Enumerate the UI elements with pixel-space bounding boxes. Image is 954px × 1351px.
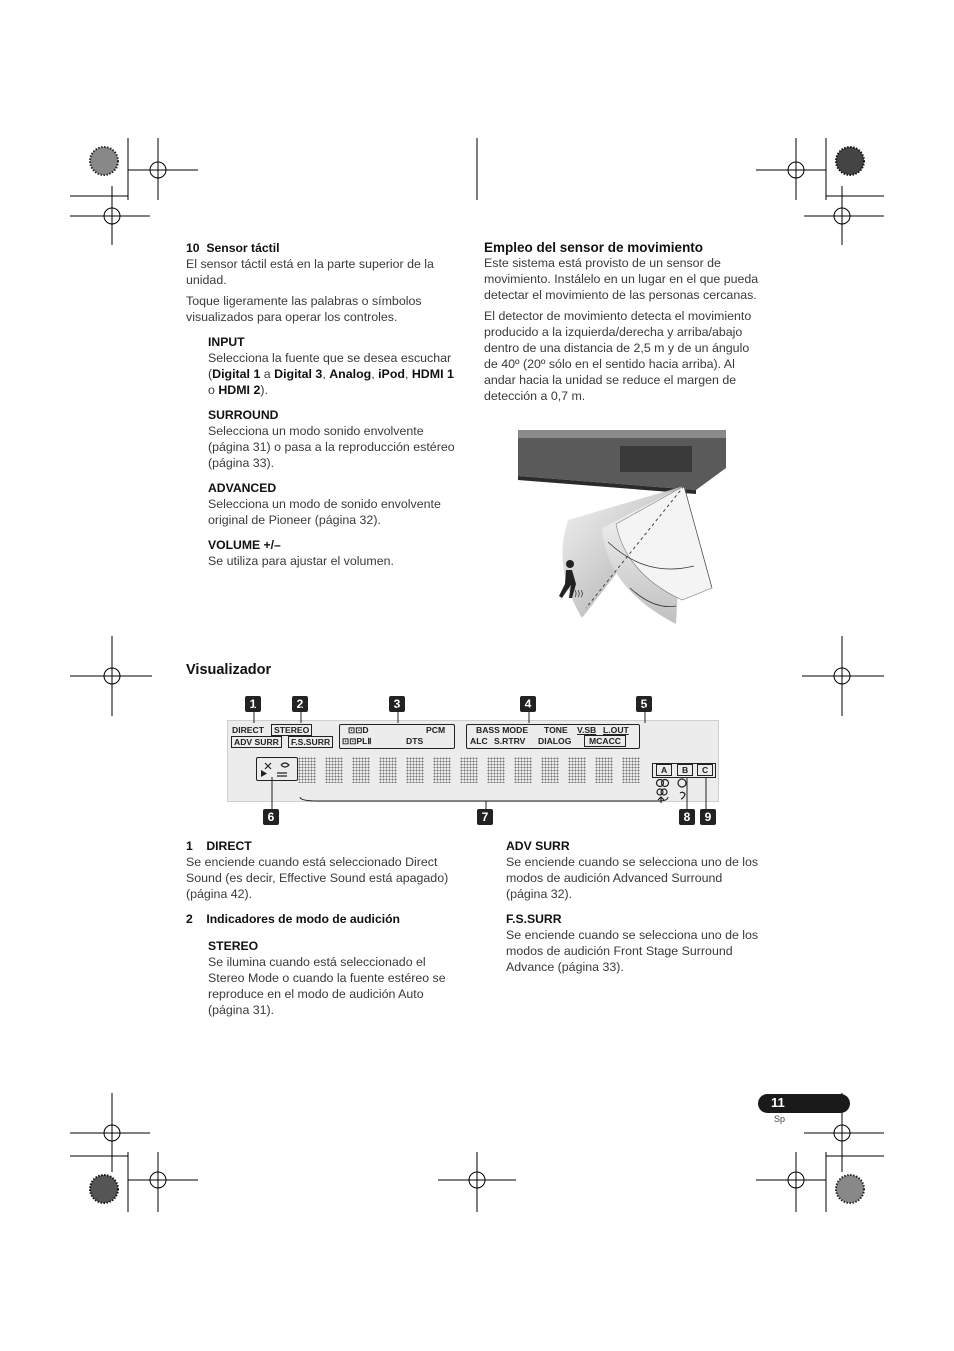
display-dd-pl: ⊡⊡PLⅡ	[342, 736, 372, 746]
display-mcacc: MCACC	[584, 735, 626, 747]
callout-5: 5	[636, 696, 652, 712]
direct-heading: 1 DIRECT	[186, 839, 252, 853]
display-dialog: DIALOG	[538, 736, 572, 746]
display-adv-surr: ADV SURR	[231, 736, 282, 748]
advsurr-text: Se enciende cuando se selecciona uno de los modos de audición Advanced Surround (página 32).	[506, 855, 759, 901]
callout-6: 6	[263, 809, 279, 825]
display-vsb: V.SB	[577, 725, 597, 735]
surround-text: Selecciona un modo sonido envolvente (página 31) o pasa a la reproducción estéreo (página 33).	[208, 424, 455, 470]
callout-9: 9	[700, 809, 716, 825]
bottom-left-column	[186, 838, 462, 1018]
display-c: C	[697, 764, 713, 776]
callout-8: 8	[679, 809, 695, 825]
advsurr-heading: ADV SURR	[506, 839, 570, 853]
display-section-title: Visualizador	[186, 662, 272, 678]
language-code: Sp	[774, 1114, 786, 1124]
sensor-paragraph-1: El sensor táctil está en la parte superior de la unidad.	[186, 257, 434, 287]
motion-paragraph-2: El detector de movimiento detecta el movimiento producido a la izquierda/derecha y arriba/abajo dentro de una distancia de 2,5 m y de un ángulo de 40º (20º sólo en el sentido hacia arriba). Al andar hacia la unidad se reduce el margen de detección a 0,7 m.	[484, 309, 752, 403]
left-column	[186, 240, 462, 569]
modes-heading: 2 Indicadores de modo de audición	[186, 912, 401, 926]
input-block	[208, 334, 462, 398]
display-fs-surr: F.S.SURR	[288, 736, 333, 748]
display-direct: DIRECT	[232, 725, 264, 735]
display-alc: ALC	[470, 736, 488, 746]
fssurr-text: Se enciende cuando se selecciona uno de los modos de audición Front Stage Surround Advance (página 33).	[506, 928, 759, 974]
display-dts: DTS	[406, 736, 424, 746]
sensor-paragraph-2: Toque ligeramente las palabras o símbolos visualizados para operar los controles.	[186, 294, 422, 324]
advanced-heading: ADVANCED	[208, 481, 277, 495]
stereo-block	[208, 938, 462, 1018]
callout-4: 4	[520, 696, 536, 712]
volume-text: Se utiliza para ajustar el volumen.	[208, 554, 394, 568]
advanced-block	[208, 480, 462, 528]
display-bass-mode: BASS MODE	[476, 725, 529, 735]
right-column	[484, 240, 762, 404]
page-number: 11	[771, 1095, 785, 1110]
input-text: Selecciona la fuente que se desea escuchar (Digital 1 a Digital 3, Analog, iPod, HDMI 1 o HDMI 2).	[208, 351, 454, 397]
motion-heading: Empleo del sensor de movimiento	[484, 240, 704, 255]
display-panel	[227, 720, 719, 802]
display-playback-box	[256, 757, 298, 781]
svg-text:))): )))	[574, 589, 584, 598]
display-lout: L.OUT	[603, 725, 629, 735]
stereo-heading: STEREO	[208, 939, 259, 953]
motion-paragraph-1: Este sistema está provisto de un sensor de movimiento. Instálelo en un lugar en el que pueda detectar el movimiento de las personas cercanas.	[484, 256, 759, 302]
surround-block	[208, 407, 462, 471]
shuffle-repeat-play-icon	[257, 758, 297, 780]
direct-text: Se enciende cuando está seleccionado Direct Sound (es decir, Effective Sound está apagado) (página 42).	[186, 855, 449, 901]
input-heading: INPUT	[208, 335, 245, 349]
display-stereo: STEREO	[271, 724, 312, 736]
volume-heading: VOLUME +/–	[208, 538, 281, 552]
bottom-right-column	[506, 838, 762, 975]
sensor-heading: 10 Sensor táctil	[186, 241, 280, 255]
display-dd: ⊡⊡D	[348, 725, 369, 735]
callout-1: 1	[245, 696, 261, 712]
display-tone: TONE	[544, 725, 568, 735]
display-srtrv: S.RTRV	[494, 736, 526, 746]
surround-heading: SURROUND	[208, 408, 279, 422]
stereo-text: Se ilumina cuando está seleccionado el Stereo Mode o cuando la fuente estéreo se reproduce en el modo de audición Auto (página 31).	[208, 955, 446, 1017]
volume-block	[208, 537, 462, 569]
fssurr-heading: F.S.SURR	[506, 912, 562, 926]
tuner-stereo-icons	[652, 777, 714, 803]
advanced-text: Selecciona un modo de sonido envolvente original de Pioneer (página 32).	[208, 497, 441, 527]
callout-3: 3	[389, 696, 405, 712]
display-pcm: PCM	[426, 725, 446, 735]
callout-2: 2	[292, 696, 308, 712]
motion-sensor-illustration	[516, 428, 730, 628]
display-b: B	[677, 764, 693, 776]
callout-7: 7	[477, 809, 493, 825]
display-a: A	[656, 764, 672, 776]
